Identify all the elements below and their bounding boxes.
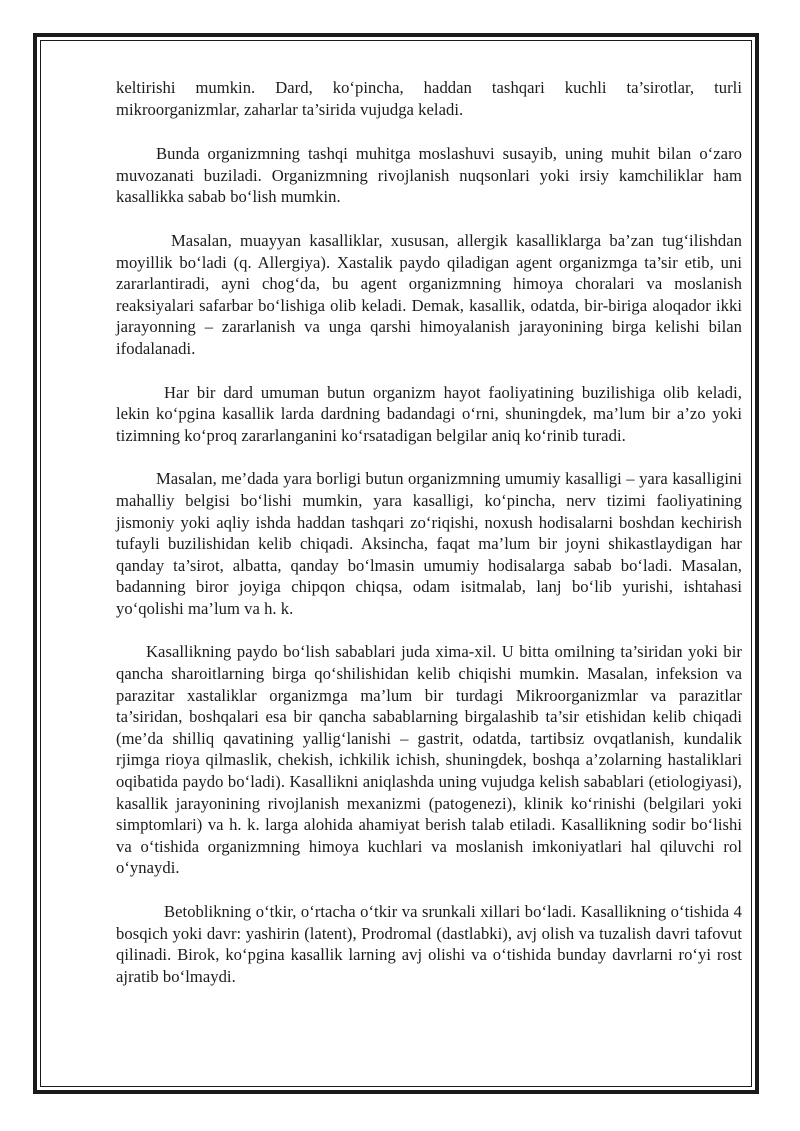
document-body [116,77,742,1009]
paragraph-7: Betoblikning o‘tkir, o‘rtacha o‘tkir va srunkali xillari bo‘ladi. Kasallikning o‘tishida 4 bosqich yoki davr: yashirin (latent), Prodromal (dastlabki), avj olish va tuzalish davri tafovut qilinadi. Birok, ko‘pgina kasallik larning avj olishi va o‘tishida bunday davrlarni ro‘yi rost ajratib bo‘lmaydi. [116,902,742,986]
paragraph-4: Har bir dard umuman butun organizm hayot faoliyatining buzilishiga olib keladi, lekin ko‘pgina kasallik larda dardning badandagi o‘rni, shuningdek, ma’lum bir a’zo yoki tizimning ko‘proq zararlanganini ko‘rsatadigan belgilar aniq ko‘rinib turadi. [116,382,742,445]
paragraph-3: Masalan, muayyan kasalliklar, xususan, allergik kasalliklarga ba’zan tug‘ilishdan moyillik bo‘ladi (q. Allergiya). Xastalik paydo qiladigan agent organizmga ta’sir etib, uni zararlantiradi, ayni chog‘da, bu agent organizmning himoya choralari va moslanish reaksiyalari safarbar bo‘lishiga olib keladi. Demak, kasallik, odatda, bir-biriga aloqador ikki jarayonning – zararlanish va unga qarshi himoyalanish jarayonining birga kelishi bilan ifodalanadi. [116,230,742,358]
paragraph-1: keltirishi mumkin. Dard, ko‘pincha, haddan tashqari kuchli ta’sirotlar, turli mikroorganizmlar, zaharlar ta’sirida vujudga keladi. [116,78,742,119]
paragraph-2: Bunda organizmning tashqi muhitga moslashuvi susayib, uning muhit bilan o‘zaro muvozanati buziladi. Organizmning rivojlanish nuqsonlari yoki irsiy kamchiliklar ham kasallikka sabab bo‘lish mumkin. [116,144,742,207]
paragraph-5: Masalan, me’dada yara borligi butun organizmning umumiy kasalligi – yara kasalligini mahalliy belgisi bo‘lishi mumkin, yara kasalligi, ko‘pincha, nerv tizimi faoliyatining jismoniy yoki aqliy ishda haddan tashqari zo‘riqishi, noxush hodisalarni boshdan kechirish tufayli buzilishidan kelib chiqadi. Aksincha, faqat ma’lum bir joyni shikastlaydigan har qanday ta’sirot, albatta, qanday bo‘lmasin umumiy hodisalarga sabab bo‘ladi. Masalan, badanning biror joyiga chipqon chiqsa, odam isitmalab, lanj bo‘lib yurishi, ishtahasi yo‘qolishi ma’lum va h. k. [116,469,742,618]
paragraph-6: Kasallikning paydo bo‘lish sabablari juda xima-xil. U bitta omilning ta’siridan yoki bir qancha sharoitlarning birga qo‘shilishidan kelib chiqishi mumkin. Masalan, infeksion va parazitar xastaliklar organizmga ma’lum bir turdagi Mikroorganizmlar va parazitlar ta’siridan, boshqalari esa bir qancha sabablarning birgalashib ta’sir etishidan kelib chiqadi (me’da shilliq qavatining yallig‘lanishi – gastrit, odatda, tartibsiz ovqatlanish, kundalik rjimga rioya qilmaslik, chekish, ichkilik ichish, shuningdek, boshqa a’zolarning hastaliklari oqibatida paydo bo‘ladi). Kasallikni aniqlashda uning vujudga kelish sabablari (etiologiyasi), kasallik jarayonining rivojlanish mexanizmi (patogenezi), klinik ko‘rinishi (belgilari yoki simptomlari) va h. k. larga alohida ahamiyat berish talab etiladi. Kasallikning sodir bo‘lishi va o‘tishida organizmning himoya kuchlari va moslanish imkoniyatlari hal qiluvchi rol o‘ynaydi. [116,642,742,878]
